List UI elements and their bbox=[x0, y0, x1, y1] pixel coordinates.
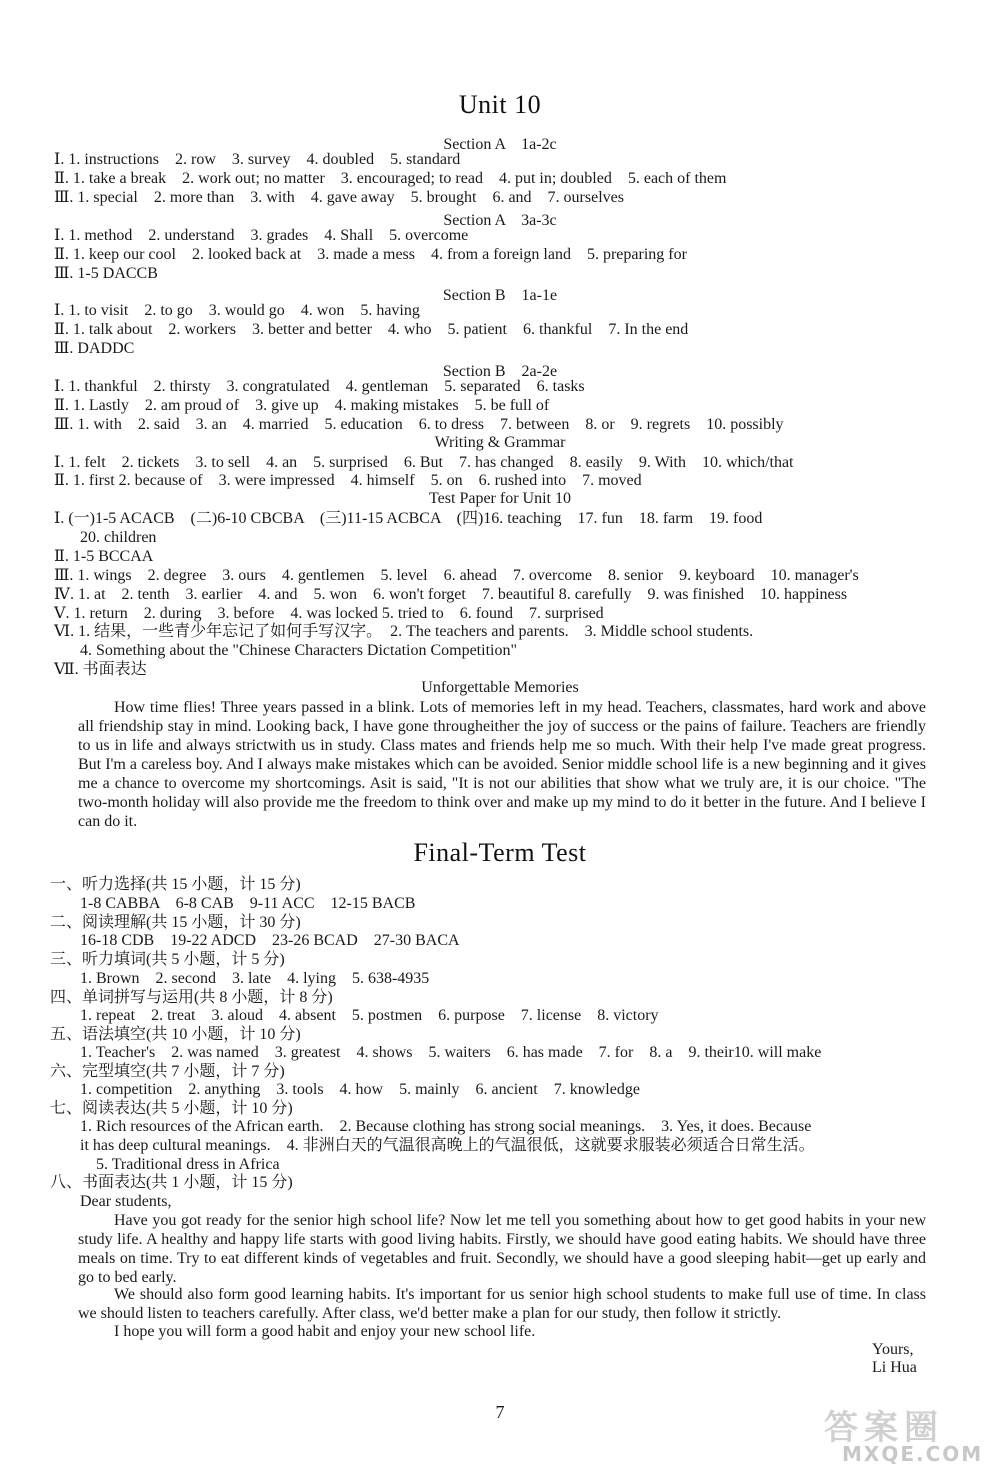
answer-line: Ⅲ. 1-5 DACCB bbox=[54, 265, 158, 282]
answer-line: 1. competition 2. anything 3. tools 4. how 5. mainly 6. ancient 7. knowledge bbox=[80, 1081, 640, 1098]
answer-line: Ⅴ. 1. return 2. during 3. before 4. was locked 5. tried to 6. found 7. surprised bbox=[54, 605, 604, 622]
letter-signer: Li Hua bbox=[872, 1359, 917, 1376]
section-heading: Section A 1a-2c bbox=[443, 136, 557, 153]
part-heading: 六、完型填空(共 7 小题，计 7 分) bbox=[50, 1063, 285, 1080]
letter-paragraph: We should also form good learning habits. It's important for us senior high school students to make full use of time. In class we should listen to teachers carefully. After class, we'd better make a plan for our study, then follow it strictly. bbox=[78, 1286, 926, 1322]
answer-line: 1. repeat 2. treat 3. aloud 4. absent 5. postmen 6. purpose 7. license 8. victory bbox=[80, 1007, 659, 1024]
answer-line: Ⅰ. 1. to visit 2. to go 3. would go 4. won 5. having bbox=[54, 302, 420, 319]
answer-line: Ⅲ. DADDC bbox=[54, 340, 135, 357]
answer-line: Ⅱ. 1. Lastly 2. am proud of 3. give up 4. making mistakes 5. be full of bbox=[54, 397, 550, 414]
section-heading: Test Paper for Unit 10 bbox=[429, 490, 571, 507]
answer-line: 16-18 CDB 19-22 ADCD 23-26 BCAD 27-30 BACA bbox=[80, 932, 460, 949]
answer-line: Ⅳ. 1. at 2. tenth 3. earlier 4. and 5. won 6. won't forget 7. beautiful 8. carefully 9. was finished 10. happiness bbox=[54, 586, 848, 603]
answer-line: Ⅰ. 1. instructions 2. row 3. survey 4. doubled 5. standard bbox=[54, 151, 461, 168]
answer-line: 1. Teacher's 2. was named 3. greatest 4. shows 5. waiters 6. has made 7. for 8. a 9. their10. will make bbox=[80, 1044, 822, 1061]
answer-line: Ⅱ. 1. keep our cool 2. looked back at 3. made a mess 4. from a foreign land 5. preparing for bbox=[54, 246, 687, 263]
part-heading: 四、单词拼写与运用(共 8 小题，计 8 分) bbox=[50, 989, 333, 1006]
answer-line: 1. Rich resources of the African earth. 2. Because clothing has strong social meanings. 3. Yes, it does. Because bbox=[80, 1118, 812, 1135]
watermark-url: MXQE.COM bbox=[842, 1442, 984, 1466]
answer-line: 20. children bbox=[80, 529, 157, 546]
answer-line: Ⅲ. 1. with 2. said 3. an 4. married 5. education 6. to dress 7. between 8. or 9. regrets 10. possibly bbox=[54, 416, 784, 433]
part-heading: 三、听力填词(共 5 小题，计 5 分) bbox=[50, 951, 285, 968]
answer-line: Ⅱ. 1-5 BCCAA bbox=[54, 548, 154, 565]
letter-closing: Yours, bbox=[872, 1341, 914, 1358]
essay-body: How time flies! Three years passed in a blink. Lots of memories left in my head. Teachers, classmates, hard work and above all friendship stay in mind. Looking back, I have gone througheither the joy of success or the pains of failure. Teachers are friendly to us in life and always strictwith us in study. Class mates and friends help me so much. With their help I've made great progress. But I'm a careless boy. And I always make mistakes which can be avoided. Senior middle school life is a new beginning and it gives me a chance to overcome my shortcomings. Asit is said, "It is not our abilities that show what we truly are, it is our choice. "The two-month holiday will also provide me the freedom to think over and make up my mind to do it better in the future. And I believe I can do it. bbox=[78, 699, 926, 830]
answer-line: Ⅰ. 1. method 2. understand 3. grades 4. Shall 5. overcome bbox=[54, 227, 469, 244]
answer-line: Ⅶ. 书面表达 bbox=[54, 661, 147, 678]
part-heading: 二、阅读理解(共 15 小题，计 30 分) bbox=[50, 914, 301, 931]
part-heading: 七、阅读表达(共 5 小题，计 10 分) bbox=[50, 1100, 293, 1117]
answer-line: Ⅱ. 1. take a break 2. work out; no matter 3. encouraged; to read 4. put in; doubled 5. each of them bbox=[54, 170, 727, 187]
letter-paragraph: I hope you will form a good habit and enjoy your new school life. bbox=[114, 1323, 536, 1340]
answer-line: Ⅲ. 1. wings 2. degree 3. ours 4. gentlemen 5. level 6. ahead 7. overcome 8. senior 9. keyboard 10. manager's bbox=[54, 567, 859, 584]
section-heading: Section B 2a-2e bbox=[442, 363, 558, 380]
section-heading: Section B 1a-1e bbox=[442, 287, 558, 304]
watermark-logo bbox=[820, 1400, 990, 1468]
answer-line: 1. Brown 2. second 3. late 4. lying 5. 638-4935 bbox=[80, 970, 430, 987]
final-test-title: Final-Term Test bbox=[413, 838, 587, 867]
section-heading: Section A 3a-3c bbox=[443, 212, 557, 229]
answer-line: Ⅰ. 1. thankful 2. thirsty 3. congratulated 4. gentleman 5. separated 6. tasks bbox=[54, 378, 585, 395]
page-number: 7 bbox=[495, 1402, 505, 1422]
section-heading: Writing & Grammar bbox=[434, 434, 566, 451]
essay-title: Unforgettable Memories bbox=[421, 679, 579, 696]
answer-line: Ⅵ. 1. 结果，一些青少年忘记了如何手写汉字。 2. The teachers and parents. 3. Middle school students. bbox=[54, 623, 754, 640]
answer-line: Ⅰ. (一)1-5 ACACB (二)6-10 CBCBA (三)11-15 ACBCA (四)16. teaching 17. fun 18. farm 19. food bbox=[54, 510, 763, 527]
answer-line: Ⅱ. 1. first 2. because of 3. were impressed 4. himself 5. on 6. rushed into 7. moved bbox=[54, 472, 642, 489]
answer-line: Ⅰ. 1. felt 2. tickets 3. to sell 4. an 5. surprised 6. But 7. has changed 8. easily 9. With 10. which/that bbox=[54, 454, 794, 471]
answer-line: 1-8 CABBA 6-8 CAB 9-11 ACC 12-15 BACB bbox=[80, 895, 416, 912]
watermark-text: 答案圈 bbox=[824, 1408, 944, 1448]
part-heading: 八、书面表达(共 1 小题，计 15 分) bbox=[50, 1174, 293, 1191]
answer-line: 4. Something about the "Chinese Characters Dictation Competition" bbox=[80, 642, 517, 659]
letter-paragraph: Have you got ready for the senior high school life? Now let me tell you something about how to get good habits in your new study life. A healthy and happy life starts with good living habits. Firstly, we should have good eating habits. We should have three meals on time. Try to eat different kinds of vegetables and fruit. Secondly, we should have a good sleeping habit—get up early and go to bed early. bbox=[78, 1212, 926, 1286]
letter-salutation: Dear students, bbox=[80, 1193, 172, 1210]
answer-line: Ⅲ. 1. special 2. more than 3. with 4. gave away 5. brought 6. and 7. ourselves bbox=[54, 189, 624, 206]
answer-line: 5. Traditional dress in Africa bbox=[96, 1156, 280, 1173]
part-heading: 五、语法填空(共 10 小题，计 10 分) bbox=[50, 1026, 301, 1043]
unit-title: Unit 10 bbox=[458, 90, 542, 119]
answer-line: it has deep cultural meanings. 4. 非洲白天的气温很高晚上的气温很低，这就要求服装必须适合日常生活。 bbox=[80, 1137, 815, 1154]
part-heading: 一、听力选择(共 15 小题，计 15 分) bbox=[50, 876, 301, 893]
answer-line: Ⅱ. 1. talk about 2. workers 3. better and better 4. who 5. patient 6. thankful 7. In the end bbox=[54, 321, 689, 338]
